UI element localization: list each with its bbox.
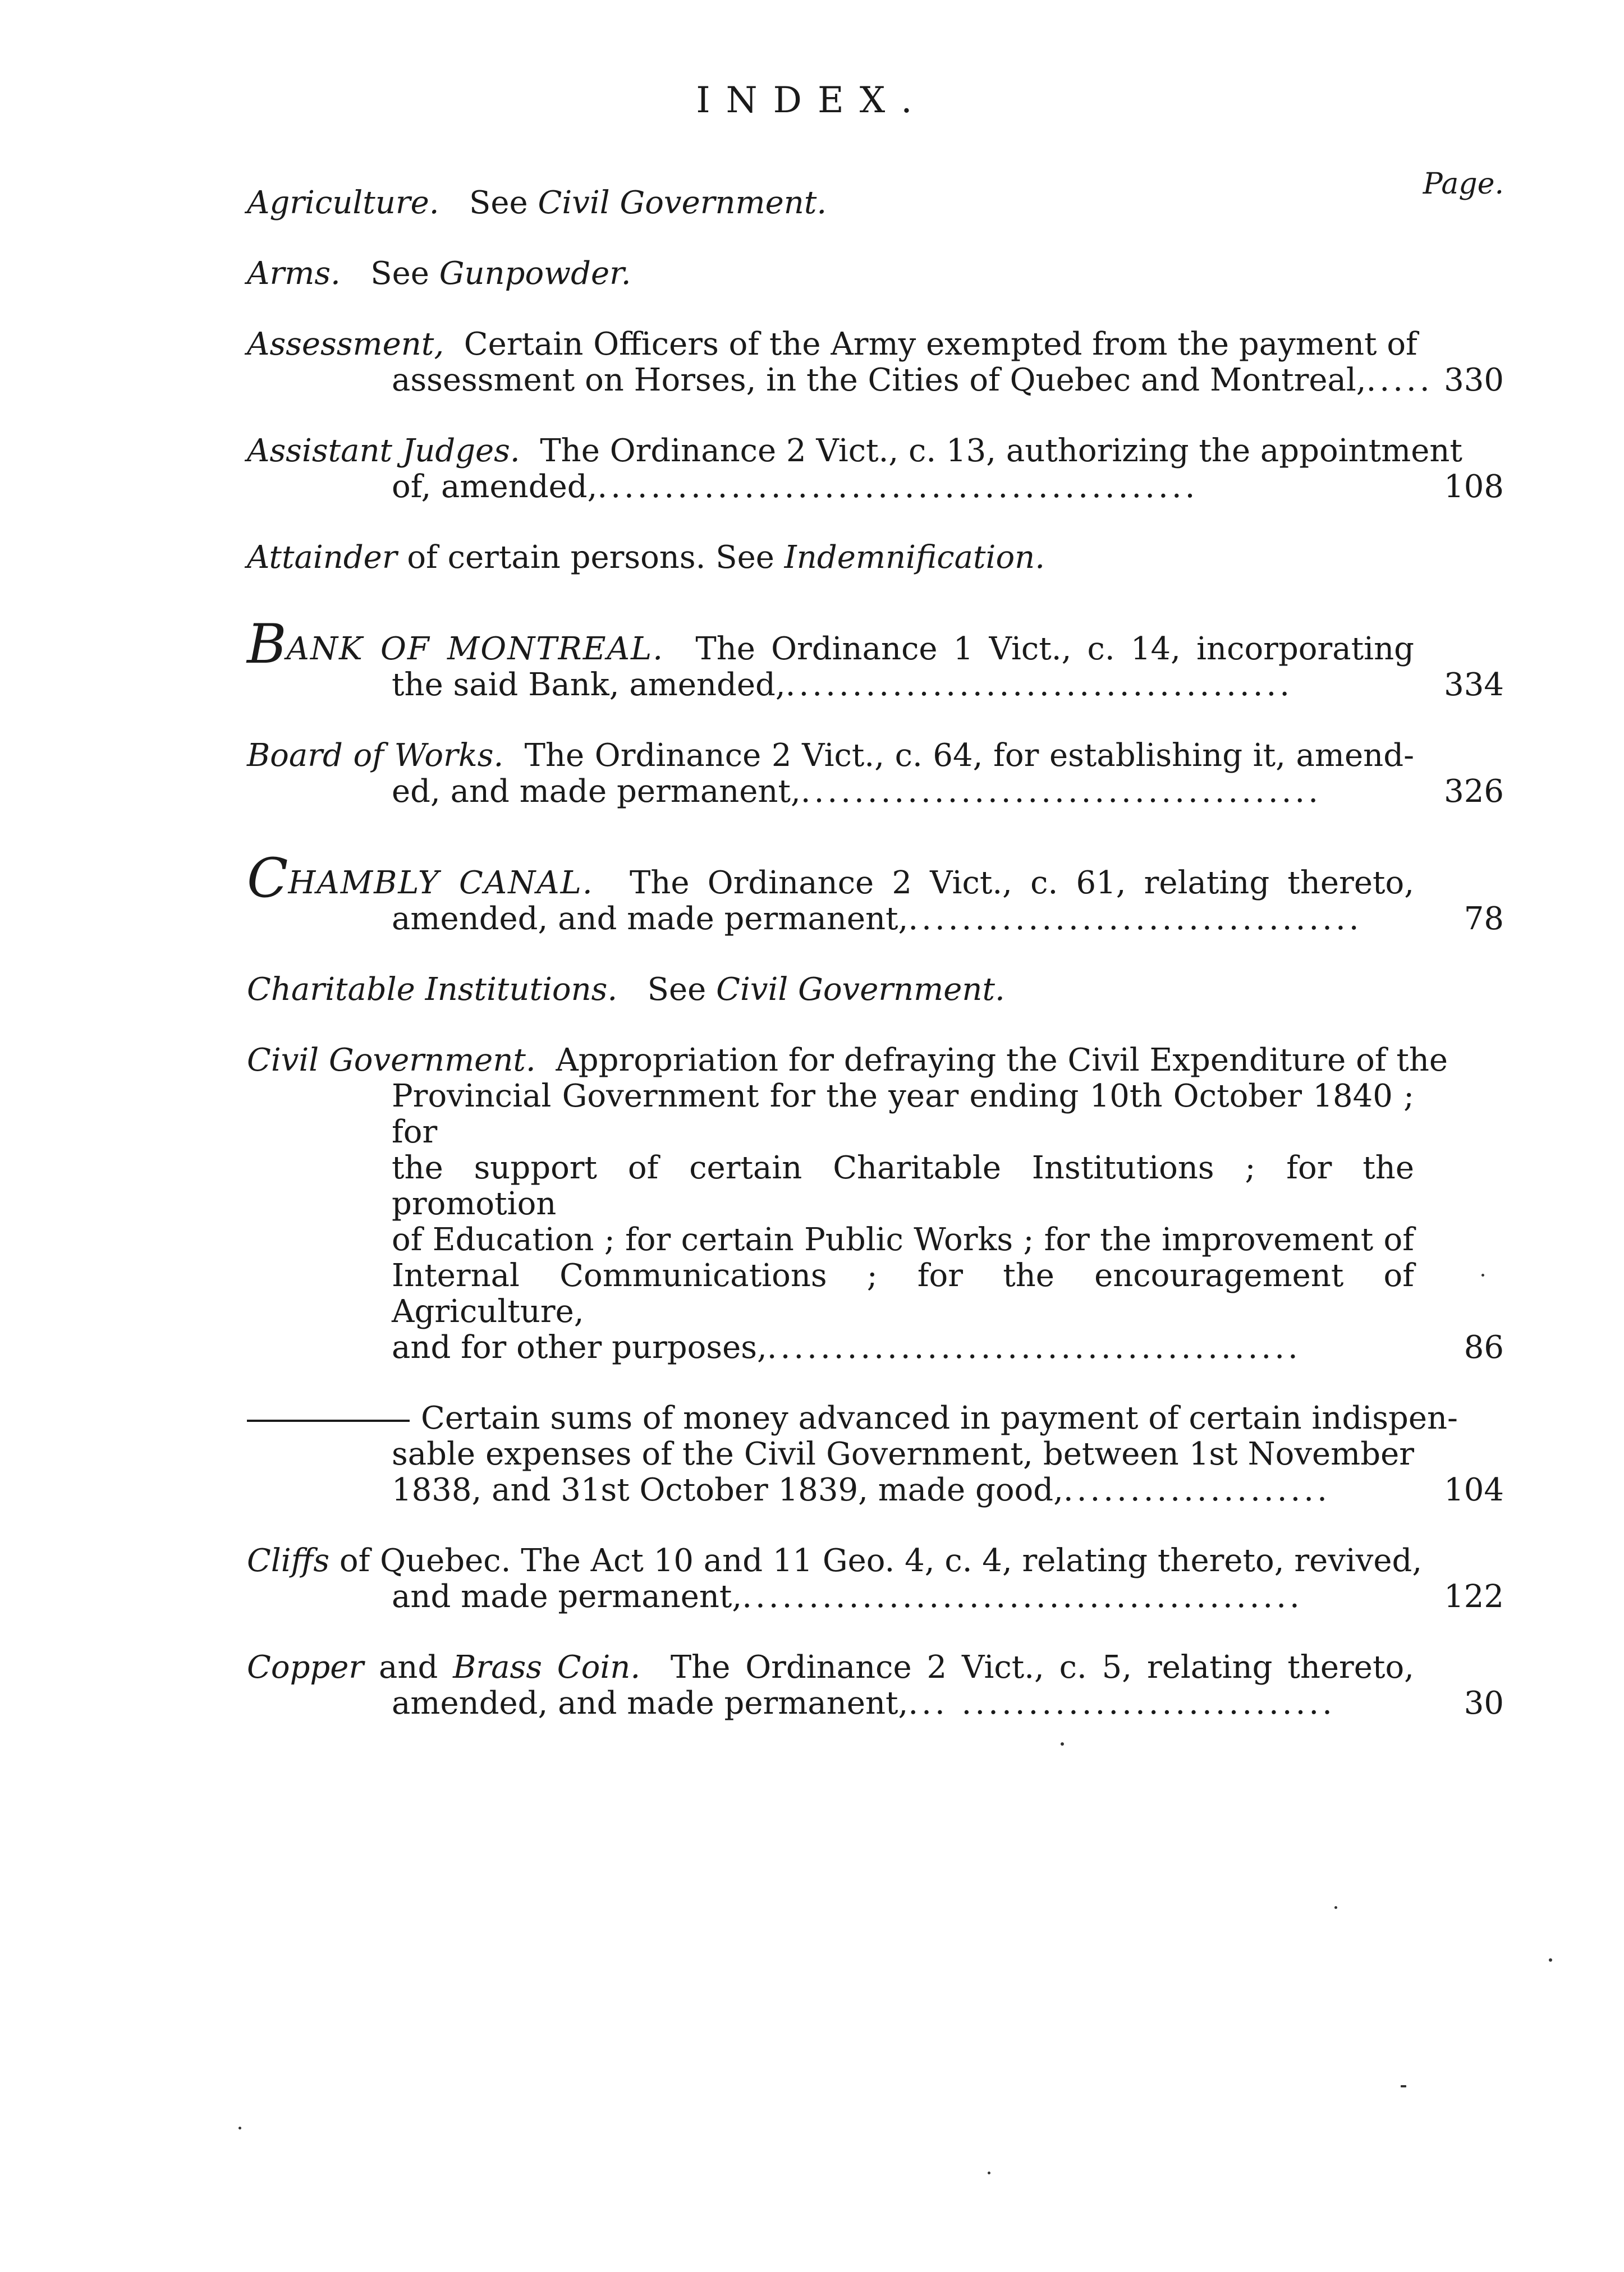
entry-page-number: 330 bbox=[1444, 362, 1504, 398]
entry-heading: Charitable Institutions. bbox=[247, 971, 618, 1008]
entry-text: The Ordinance 1 Vict., c. 14, incorporating bbox=[695, 631, 1414, 667]
speck bbox=[1549, 1958, 1552, 1962]
index-entry-assistant-judges bbox=[247, 433, 1504, 505]
speck bbox=[1061, 1742, 1064, 1746]
entry-leader-dots: ............................................. bbox=[597, 469, 1199, 505]
entry-leader-dots: .......................................... bbox=[742, 1578, 1303, 1615]
speck bbox=[988, 2172, 990, 2174]
repeat-heading-dash bbox=[247, 1420, 410, 1422]
entry-page-number: 108 bbox=[1444, 469, 1504, 505]
entry-leader-dots: ...................................... bbox=[785, 667, 1293, 703]
entry-text: of Quebec. The Act 10 and 11 Geo. 4, c. 4, relating thereto, revived, bbox=[339, 1543, 1423, 1579]
index-entry-attainder bbox=[247, 540, 1504, 576]
entry-text-last: and for other purposes, bbox=[392, 1329, 767, 1366]
entry-text-continued: of Education ; for certain Public Works ; for the improvement of bbox=[392, 1222, 1414, 1258]
entry-see: See bbox=[370, 255, 429, 292]
entry-text: The Ordinance 2 Vict., c. 61, relating thereto, bbox=[630, 865, 1414, 901]
speck bbox=[238, 2127, 241, 2129]
index-entry-assessment bbox=[247, 327, 1504, 398]
entry-page-number: 122 bbox=[1444, 1578, 1504, 1615]
entry-leader-dots: .................... bbox=[1063, 1472, 1331, 1508]
entry-leader-dots: ........................................ bbox=[767, 1329, 1301, 1366]
index-entry-civil-government-advances bbox=[247, 1401, 1504, 1508]
entry-leader-dots: ....................................... bbox=[800, 773, 1322, 810]
entry-text-last: the said Bank, amended, bbox=[392, 667, 786, 703]
entry-cross-reference: Gunpowder. bbox=[439, 255, 631, 292]
index-entry-agriculture bbox=[247, 185, 1504, 221]
index-entry-bank-of-montreal bbox=[247, 613, 1504, 703]
entry-text-last: assessment on Horses, in the Cities of Quebec and Montreal, bbox=[392, 362, 1366, 398]
entry-text: The Ordinance 2 Vict., c. 13, authorizing the appointment bbox=[540, 433, 1462, 469]
entry-heading: Board of Works. bbox=[247, 737, 504, 774]
entry-leader-dots: ..... bbox=[1366, 362, 1433, 398]
entry-text: The Ordinance 2 Vict., c. 64, for establishing it, amend- bbox=[524, 737, 1414, 774]
index-entry-copper-and-brass-coin bbox=[247, 1650, 1504, 1722]
index-entries bbox=[247, 185, 1504, 1756]
entry-text-continued: sable expenses of the Civil Government, between 1st November bbox=[392, 1436, 1414, 1472]
entry-heading-second: Brass Coin. bbox=[453, 1649, 641, 1686]
entry-cross-reference: Civil Government. bbox=[716, 971, 1005, 1008]
page-column-label: Page. bbox=[1423, 167, 1504, 201]
entry-leader-dots: ... ............................ bbox=[908, 1685, 1336, 1722]
entry-text: Certain Officers of the Army exempted from the payment of bbox=[464, 326, 1417, 362]
speck bbox=[1401, 2085, 1406, 2087]
entry-cross-reference: Indemnification. bbox=[784, 539, 1045, 576]
entry-heading: Agriculture. bbox=[247, 185, 439, 221]
index-entry-cliffs-of-quebec bbox=[247, 1543, 1504, 1615]
entry-text-last: and made permanent, bbox=[392, 1578, 742, 1615]
speck bbox=[1481, 1274, 1484, 1277]
entry-page-number: 30 bbox=[1464, 1685, 1504, 1722]
entry-see: of certain persons. See bbox=[407, 539, 774, 576]
index-entry-chambly-canal bbox=[247, 847, 1504, 937]
entry-heading: Assistant Judges. bbox=[247, 433, 520, 469]
entry-page-number: 104 bbox=[1444, 1472, 1504, 1508]
entry-text-last: amended, and made permanent, bbox=[392, 901, 909, 937]
index-entry-charitable-institutions bbox=[247, 972, 1504, 1008]
entry-initial-capital: C bbox=[247, 847, 288, 910]
page-title: INDEX. bbox=[696, 80, 928, 121]
entry-page-number: 86 bbox=[1464, 1329, 1504, 1366]
entry-text: Appropriation for defraying the Civil Expenditure of the bbox=[556, 1042, 1448, 1078]
entry-heading: Arms. bbox=[247, 255, 341, 292]
entry-heading: Copper bbox=[247, 1649, 364, 1686]
entry-see: See bbox=[647, 971, 707, 1008]
entry-text-last: amended, and made permanent, bbox=[392, 1685, 909, 1722]
entry-text: The Ordinance 2 Vict., c. 5, relating thereto, bbox=[670, 1649, 1414, 1686]
entry-page-number: 326 bbox=[1444, 773, 1504, 810]
entry-text: Certain sums of money advanced in payment of certain indispen- bbox=[421, 1400, 1458, 1436]
index-entry-arms bbox=[247, 256, 1504, 292]
entry-text-continued: the support of certain Charitable Institutions ; for the promotion bbox=[392, 1150, 1414, 1222]
entry-heading: Civil Government. bbox=[247, 1042, 536, 1078]
entry-heading: Attainder bbox=[247, 539, 397, 576]
entry-heading: ANK OF MONTREAL. bbox=[286, 631, 664, 667]
entry-heading: Cliffs bbox=[247, 1543, 330, 1579]
entry-page-number: 334 bbox=[1444, 667, 1504, 703]
entry-text-last: 1838, and 31st October 1839, made good, bbox=[392, 1472, 1063, 1508]
speck bbox=[1334, 1906, 1337, 1909]
entry-text-last: of, amended, bbox=[392, 469, 598, 505]
entry-heading: Assessment, bbox=[247, 326, 444, 362]
entry-page-number: 78 bbox=[1464, 901, 1504, 937]
index-entry-board-of-works bbox=[247, 738, 1504, 810]
entry-text-continued: Internal Communications ; for the encouragement of Agriculture, bbox=[392, 1257, 1414, 1330]
index-entry-civil-government bbox=[247, 1043, 1504, 1366]
entry-heading: HAMBLY CANAL. bbox=[288, 865, 594, 901]
entry-text-continued: Provincial Government for the year ending 10th October 1840 ; for bbox=[392, 1078, 1414, 1150]
entry-see: See bbox=[469, 185, 528, 221]
entry-leader-dots: .................................. bbox=[908, 901, 1362, 937]
entry-conjunction: and bbox=[379, 1649, 438, 1686]
entry-initial-capital: B bbox=[247, 613, 287, 676]
entry-cross-reference: Civil Government. bbox=[538, 185, 827, 221]
entry-text-last: ed, and made permanent, bbox=[392, 773, 801, 810]
